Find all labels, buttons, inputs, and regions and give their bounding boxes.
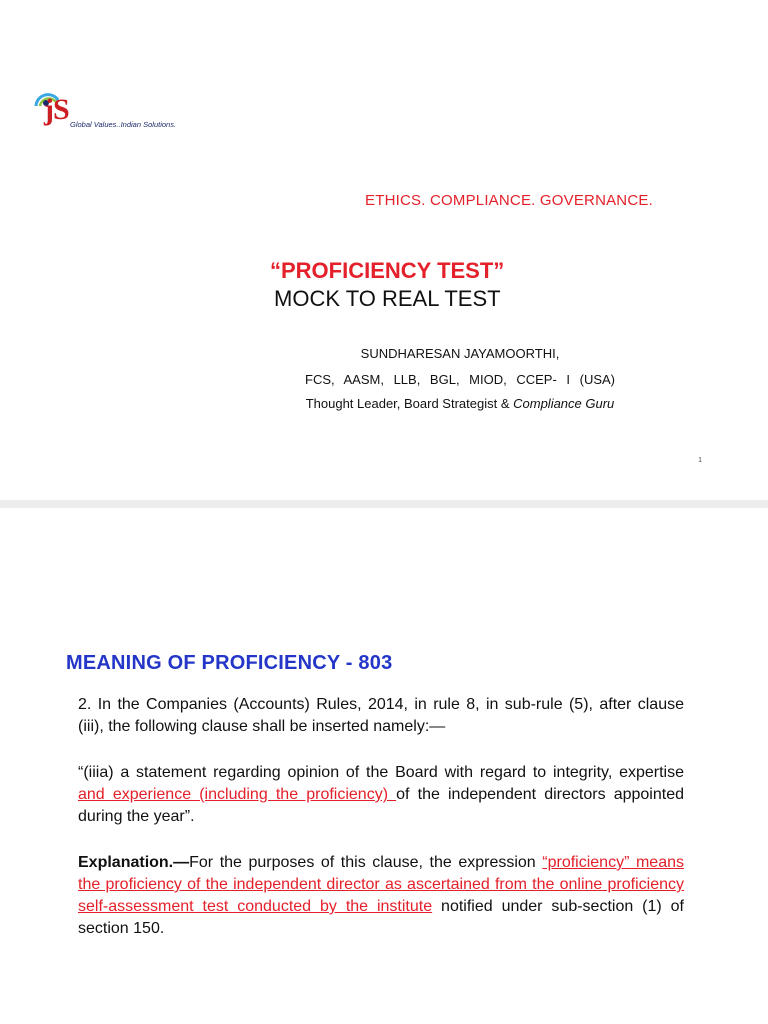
page-number: 1 — [698, 457, 702, 464]
para2-after: of the independent directors appointed during the year”. — [78, 786, 684, 825]
para3-before: For the purposes of this clause, the expression — [189, 854, 543, 871]
paragraph-board-statement — [78, 762, 684, 828]
author-role-text: Thought Leader, Board Strategist & — [305, 396, 514, 411]
author-role — [220, 396, 700, 411]
paragraph-rule-amendment: 2. In the Companies (Accounts) Rules, 2014, in rule 8, in sub-rule (5), after clause (iii), the following clause shall be inserted namely:— — [78, 696, 684, 735]
js-logo — [32, 86, 222, 136]
slide-2 — [0, 508, 768, 1024]
paragraph-explanation — [78, 852, 684, 940]
title-mock-to-real: MOCK TO REAL TEST — [274, 286, 501, 311]
explanation-label: Explanation.— — [78, 854, 190, 871]
logo-tagline: Global Values..Indian Solutions. — [70, 120, 177, 129]
author-role-italic: Compliance Guru — [513, 396, 615, 411]
para2-before: “(iiia) a statement regarding opinion of the Board with regard to integrity, expertise — [78, 764, 684, 781]
slide-1 — [0, 0, 768, 500]
author-qualifications: FCS, AASM, LLB, BGL, MIOD, CCEP- I (USA) — [305, 372, 615, 387]
title-proficiency-test: “PROFICIENCY TEST” — [270, 258, 505, 283]
para3-highlight: “proficiency” means the proficiency of the independent director as ascertained from the online proficiency self-assessment test conducted by the institute — [78, 854, 684, 915]
para2-highlight: and experience (including the proficiency) — [78, 786, 397, 803]
logo-letters: jS — [44, 93, 69, 126]
para3-after: notified under sub-section (1) of section 150. — [78, 898, 684, 937]
author-name: SUNDHARESAN JAYAMOORTHI, — [360, 346, 560, 361]
slide-heading: MEANING OF PROFICIENCY - 803 — [66, 652, 393, 674]
ethics-tagline: ETHICS. COMPLIANCE. GOVERNANCE. — [365, 192, 653, 209]
